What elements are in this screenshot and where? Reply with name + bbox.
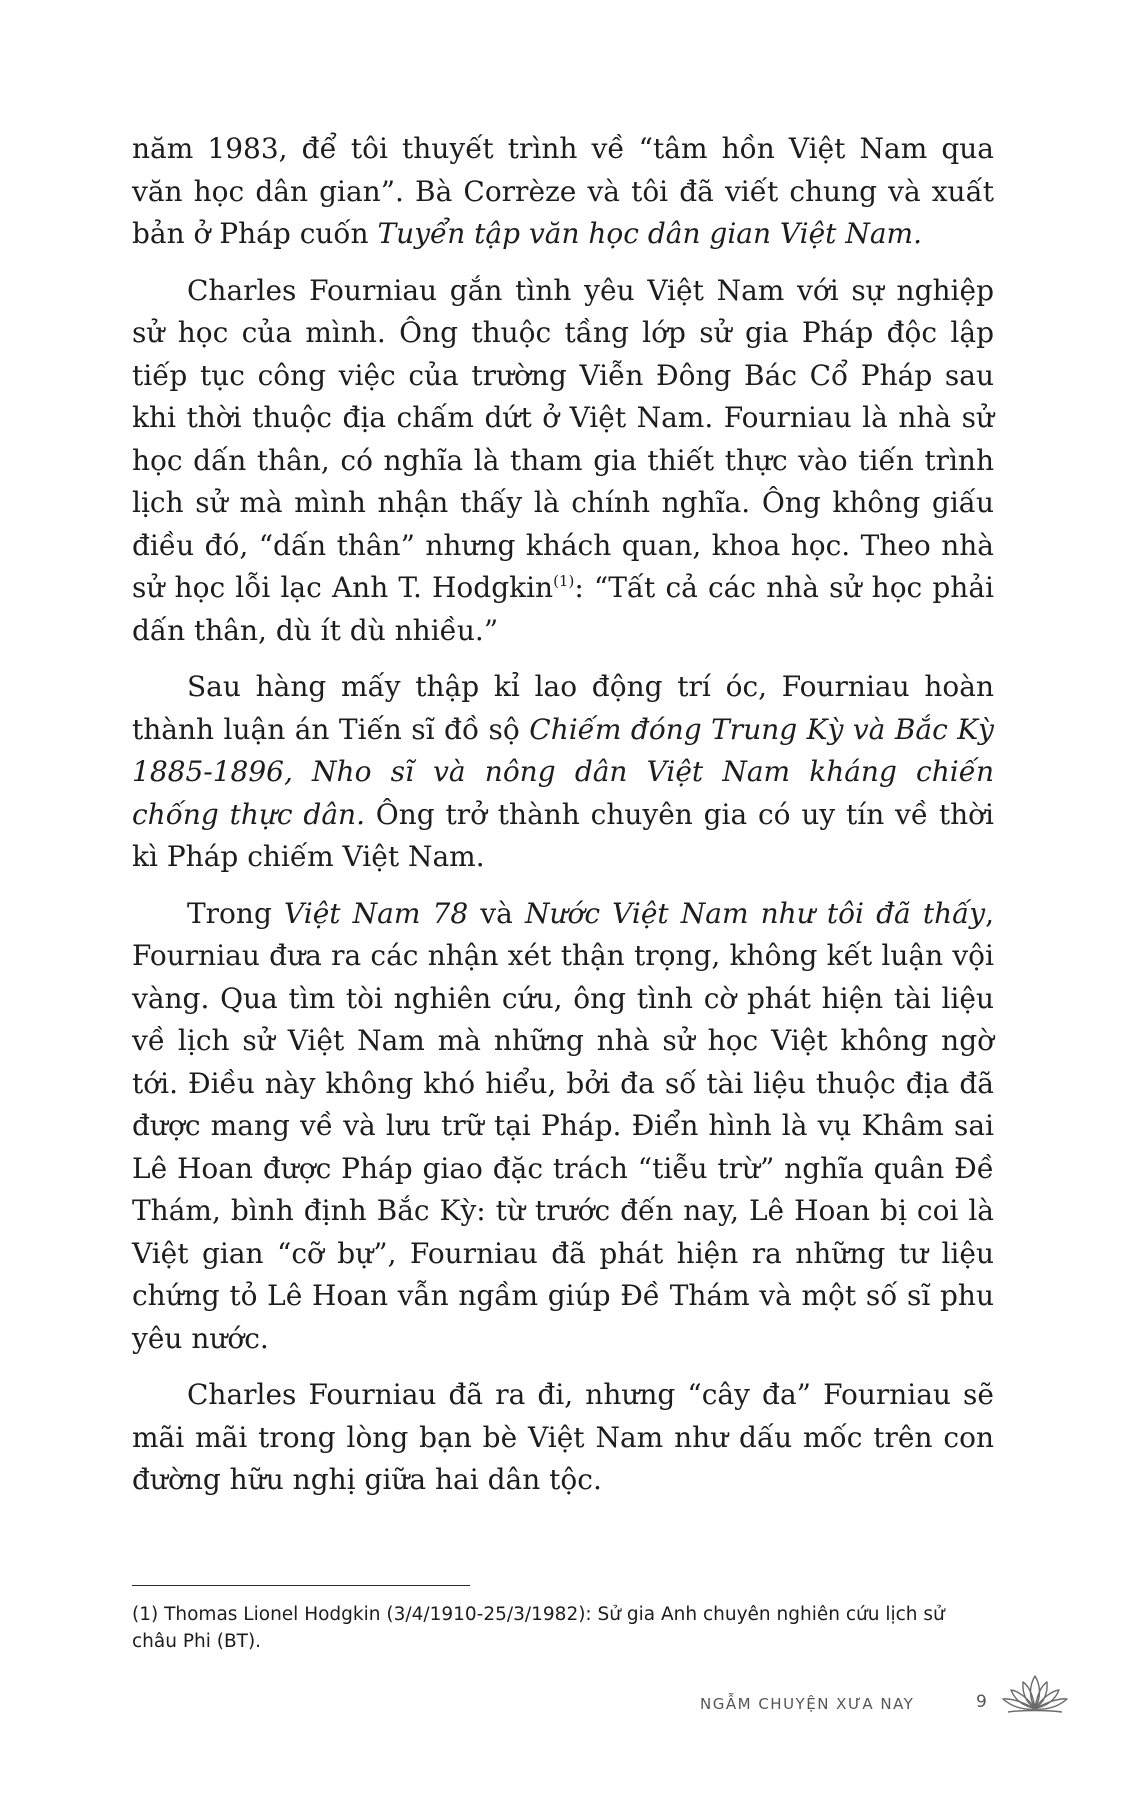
- page-number: 9: [976, 1692, 987, 1712]
- body-text: [132, 128, 994, 1516]
- paragraph-1-text: năm 1983, để tôi thuyết trình về “tâm hồn Việt Nam qua văn học dân gian”. Bà Corrèze và tôi đã viết chung và xuất bản ở Pháp cuốn: [132, 132, 994, 250]
- paragraph-1: [132, 128, 994, 256]
- paragraph-2: [132, 270, 994, 653]
- paragraph-4-conjunction: và: [468, 896, 525, 930]
- book-title-vietnam-as-i-saw: Nước Việt Nam như tôi đã thấy: [524, 896, 986, 930]
- footnote-reference: (1): [553, 572, 575, 590]
- book-title-vietnam-78: Việt Nam 78: [284, 896, 469, 930]
- paragraph-3: [132, 666, 994, 879]
- paragraph-3-end: Ông trở thành chuyên gia có uy tín về thời kì Pháp chiếm Việt Nam.: [132, 797, 994, 873]
- paragraph-4-start: Trong: [187, 896, 285, 930]
- paragraph-2-quote: : “Tất cả các nhà sử học phải dấn thân, dù ít dù nhiều.”: [132, 571, 994, 647]
- running-title: NGẪM CHUYỆN XƯA NAY: [700, 1695, 915, 1713]
- footnote-divider: [132, 1585, 470, 1586]
- book-title-folk-literature: Tuyển tập văn học dân gian Việt Nam.: [377, 217, 922, 250]
- paragraph-5-text: Charles Fourniau đã ra đi, nhưng “cây đa” Fourniau sẽ mãi mãi trong lòng bạn bè Việt Nam như dấu mốc trên con đường hữu nghị giữa hai dân tộc.: [132, 1378, 994, 1496]
- thesis-title: Chiếm đóng Trung Kỳ và Bắc Kỳ 1885-1896, Nho sĩ và nông dân Việt Nam kháng chiến chống thực dân.: [132, 712, 994, 831]
- lotus-icon: [994, 1670, 1076, 1716]
- paragraph-5: [132, 1374, 994, 1502]
- paragraph-4: [132, 893, 994, 1361]
- paragraph-4-text: , Fourniau đưa ra các nhận xét thận trọng, không kết luận vội vàng. Qua tìm tòi nghiên cứu, ông tình cờ phát hiện tài liệu về lịch sử Việt Nam mà những nhà sử học Việt không ngờ tới. Điều này không khó hiểu, bởi đa số tài liệu thuộc địa đã được mang về và lưu trữ tại Pháp. Điển hình là vụ Khâm sai Lê Hoan được Pháp giao đặc trách “tiễu trừ” nghĩa quân Đề Thám, bình định Bắc Kỳ: từ trước đến nay, Lê Hoan bị coi là Việt gian “cỡ bự”, Fourniau đã phát hiện ra những tư liệu chứng tỏ Lê Hoan vẫn ngầm giúp Đề Thám và một số sĩ phu yêu nước.: [132, 896, 994, 1355]
- paragraph-3-text: Sau hàng mấy thập kỉ lao động trí óc, Fourniau hoàn thành luận án Tiến sĩ đồ sộ: [132, 670, 994, 746]
- footnote: (1) Thomas Lionel Hodgkin (3/4/1910-25/3/1982): Sử gia Anh chuyên nghiên cứu lịch sử châu Phi (BT).: [132, 1604, 945, 1652]
- paragraph-2-text: Charles Fourniau gắn tình yêu Việt Nam với sự nghiệp sử học của mình. Ông thuộc tầng lớp sử gia Pháp độc lập tiếp tục công việc của trường Viễn Đông Bác Cổ Pháp sau khi thời thuộc địa chấm dứt ở Việt Nam. Fourniau là nhà sử học dấn thân, có nghĩa là tham gia thiết thực vào tiến trình lịch sử mà mình nhận thấy là chính nghĩa. Ông không giấu điều đó, “dấn thân” nhưng khách quan, khoa học. Theo nhà sử học lỗi lạc Anh T. Hodgkin: [132, 273, 994, 604]
